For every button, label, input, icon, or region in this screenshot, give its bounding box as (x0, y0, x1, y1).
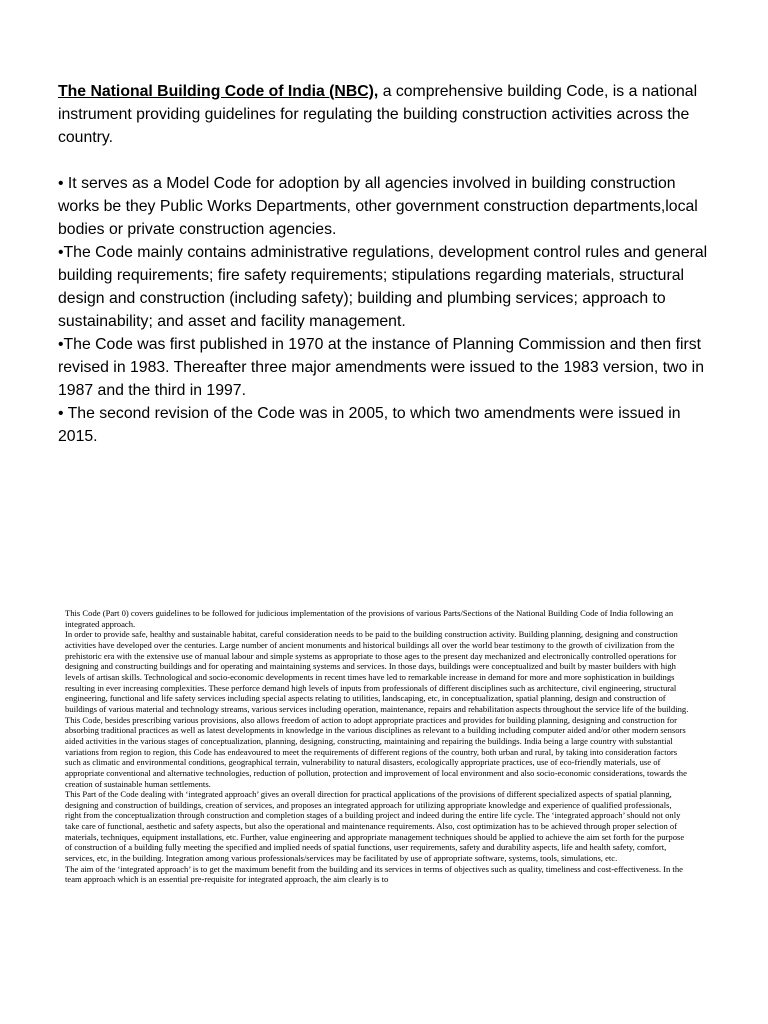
body-paragraph-scope: This Code (Part 0) covers guidelines to be followed for judicious implementation of the provisions of various Parts/Sections of the National Building Code of India following an integrated approach. (65, 608, 674, 629)
bullet-model-code: • It serves as a Model Code for adoption by all agencies involved in building construction works be they Public Works Departments, other government construction departments,local bodies or private construction agencies. (58, 175, 698, 238)
body-paragraph-history: In order to provide safe, healthy and sustainable habitat, careful consideration needs to be paid to the building construction activity. Building planning, designing and construction activities have developed over the centuries. Large number of ancient monuments and historical buildings all over the world bear testimony to the growth of civilization from the prehistoric era with the extensive use of manual labour and simple systems as appropriate to those ages to the present day mechanized and electronically controlled operations for designing and constructing buildings and for operating and maintaining systems and services. In those days, buildings were conceptualized and built by master builders with high levels of artisan skills. Technological and socio-economic developments in recent times have led to remarkable increase in demand for more and more sophistication in buildings resulting in ever increasing complexities. These perforce demand high levels of inputs from professionals of different disciplines such as architecture, civil engineering, structural engineering, functional and life safety services including special aspects relating to utilities, landscaping, etc, in conceptualization, spatial planning, design and construction of buildings of various material and technology streams, various services including operation, maintenance, repairs and rehabilitation aspects throughout the service life of the building. (65, 629, 689, 714)
body-paragraph-aim: The aim of the ‘integrated approach’ is to get the maximum benefit from the building and its services in terms of objectives such as quality, timeliness and cost-effectiveness. In the team approach which is an essential pre-requisite for integrated approach, the aim clearly is to (65, 863, 683, 885)
intro-paragraph (58, 80, 708, 149)
bullet-publication-history: •The Code was first published in 1970 at the instance of Planning Commission and then first revised in 1983. Thereafter three major amendments were issued to the 1983 version, two in 1987 and the third in 1997. (58, 336, 704, 399)
summary-section (58, 80, 708, 448)
intro-text: a comprehensive building Code, is a national instrument providing guidelines for regulating the building construction activities across the country. (58, 83, 698, 146)
bullet-code-contents: •The Code mainly contains administrative regulations, development control rules and general building requirements; fire safety requirements; stipulations regarding materials, structural design and construction (including safety); building and plumbing services; approach to sustainability; and asset and facility management. (58, 244, 708, 330)
body-paragraph-provisions: This Code, besides prescribing various provisions, also allows freedom of action to adopt appropriate practices and provides for building planning, designing and construction for absorbing traditional practices as well as latest developments in knowledge in the various disciplines as relevant to a building including computer aided and/or other modern sensors aided activities in the various stages of conceptualization, planning, designing, constructing, maintaining and repairing the buildings. India being a large country with substantial variations from region to region, this Code has endeavoured to meet the requirements of different regions of the country, both urban and rural, by taking into consideration factors such as climatic and environmental conditions, geographical terrain, vulnerability to natural disasters, ecologically appropriate practices, use of eco-friendly materials, use of appropriate conventional and alternative technologies, reduction of pollution, protection and improvement of local environment and also socio-economic considerations, towards the creation of sustainable human settlements. (65, 714, 687, 789)
body-paragraph-integrated-approach: This Part of the Code dealing with ‘integrated approach’ gives an overall direction for practical applications of the provisions of different specialized aspects of spatial planning, designing and construction of buildings, creation of services, and proposes an integrated approach for utilizing appropriate knowledge and experience of qualified professionals, right from the conceptualization through construction and completion stages of a building project and indeed during the entire life cycle. The ‘integrated approach’ should not only take care of functional, aesthetic and safety aspects, but also the operational and maintenance requirements. Also, cost optimization has to be achieved through proper selection of materials, techniques, equipment installations, etc. Further, value engineering and appropriate management techniques should be applied to achieve the aim set forth for the purpose of construction of a building fully meeting the specified and implied needs of spatial functions, user requirements, safety and durability aspects, life and health safety, comfort, services, etc, in the building. Integration among various professionals/services may be facilitated by use of appropriate software, systems, tools, simulations, etc. (65, 789, 685, 864)
bullet-second-revision: • The second revision of the Code was in 2005, to which two amendments were issued in 2015. (58, 405, 681, 445)
nbc-title: The National Building Code of India (NBC), (58, 83, 379, 100)
detailed-text-section (65, 608, 689, 1024)
